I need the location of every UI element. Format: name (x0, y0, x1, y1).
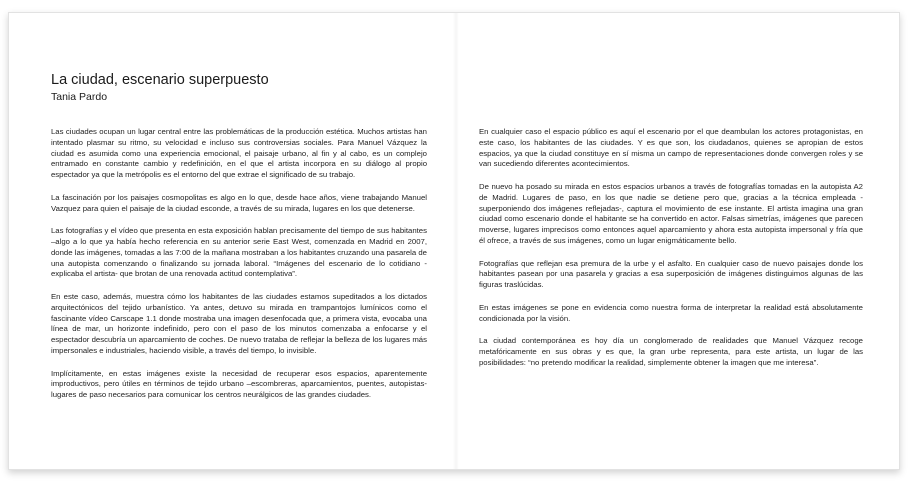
paragraph: Implícitamente, en estas imágenes existe la necesidad de recuperar esos espacios, aparentemente improductivos, pero útiles en términos de tejido urbano –escombreras, aparcamientos, puentes, autopistas- lugares de paso necesarios para comunicar los centros neurálgicos de las grandes ciudades. (51, 368, 427, 399)
book-spread (8, 12, 900, 470)
paragraph: Fotografías que reflejan esa premura de la urbe y el asfalto. En cualquier caso de nuevo paisajes donde los habitantes pasean por una pasarela y gracias a esa superposición de imágenes distinguimos algunas de las figuras traslúcidas. (479, 258, 863, 289)
article-title: La ciudad, escenario superpuesto (51, 72, 269, 88)
article-author: Tania Pardo (51, 91, 108, 103)
left-page (9, 13, 455, 469)
left-column (51, 127, 427, 413)
paragraph: En cualquier caso el espacio público es aquí el escenario por el que deambulan los actores protagonistas, en este caso, los habitantes de las ciudades. Y es que son, los ciudadanos, quienes se apropian de estos espacios, ya que la ciudad constituye en sí misma un campo de representaciones donde convergen roles y se van sucediendo diferentes acontecimientos. (479, 127, 863, 169)
paragraph: En estas imágenes se pone en evidencia como nuestra forma de interpretar la realidad está absolutamente condicionada por la visión. (479, 302, 863, 323)
paragraph: Las ciudades ocupan un lugar central entre las problemáticas de la producción estética. Muchos artistas han intentado plasmar su ritmo, su velocidad e incluso sus controversias sociales. Para Manuel Vázquez la ciudad es asumida como una experiencia emocional, el paisaje urbano, al fin y al cabo, es un complejo entramado en constante cambio y redefinición, en el que el artista incorpora en su diálogo al propio espectador ya que la metrópolis es el entorno del que extrae el significado de su trabajo. (51, 127, 427, 179)
paragraph: De nuevo ha posado su mirada en estos espacios urbanos a través de fotografías tomadas en la autopista A2 de Madrid. Lugares de paso, en los que nadie se detiene pero que, gracias a la técnica empleada - superponiendo dos imágenes reflejadas-, captura el movimiento de ese instante. El artista imagina una gran ciudad como escenario donde el habitante se ha convertido en actor. Falsas simetrías, imágenes que parecen moverse, lugares imprecisos como entonces aquel aparcamiento y ahora esta autopista impersonal y fría que él ofrece, a través de sus imágenes, como un lugar enigmáticamente bello. (479, 182, 863, 245)
right-page (455, 13, 901, 469)
paragraph: Las fotografías y el vídeo que presenta en esta exposición hablan precisamente del tiempo de sus habitantes –algo a lo que ya había hecho referencia en su anterior serie East West, comenzada en Madrid en 2007, donde las imágenes, tomadas a las 7:00 de la mañana mostraban a los habitantes cruzando una pasarela de una autopista comenzando o finalizando su jornada laboral. “Imágenes del escenario de lo cotidiano -explicaba el artista- que brotan de una renovada actitud contemplativa”. (51, 226, 427, 279)
paragraph: La fascinación por los paisajes cosmopolitas es algo en lo que, desde hace años, viene trabajando Manuel Vazquez para quien el paisaje de la ciudad esconde, a través de su mirada, lugares en los que detenerse. (51, 192, 427, 213)
paragraph: La ciudad contemporánea es hoy día un conglomerado de realidades que Manuel Vázquez recoge metafóricamente en sus obras y es que, la gran urbe representa, para este artista, un lugar de las posibilidades: “no pretendo modificar la realidad, simplemente obtener la imagen que me interesa”. (479, 336, 863, 367)
right-column (479, 127, 863, 381)
paragraph: En este caso, además, muestra cómo los habitantes de las ciudades estamos supeditados a los dictados arquitectónicos del tejido urbanístico. Ya antes, detuvo su mirada en trampantojos lumínicos como el fascinante vídeo Carscape 1.1 donde mostraba una imagen desenfocada que, a primera vista, evocaba una línea de mar, un horizonte indefinido, pero con el paso de los minutos comenzaba a enfocarse y el espectador descubría un aparcamiento de coches. De nuevo trataba de reflejar la belleza de los lugares más impersonales e industriales, haciendo visible, a través del tiempo, lo invisible. (51, 292, 427, 355)
